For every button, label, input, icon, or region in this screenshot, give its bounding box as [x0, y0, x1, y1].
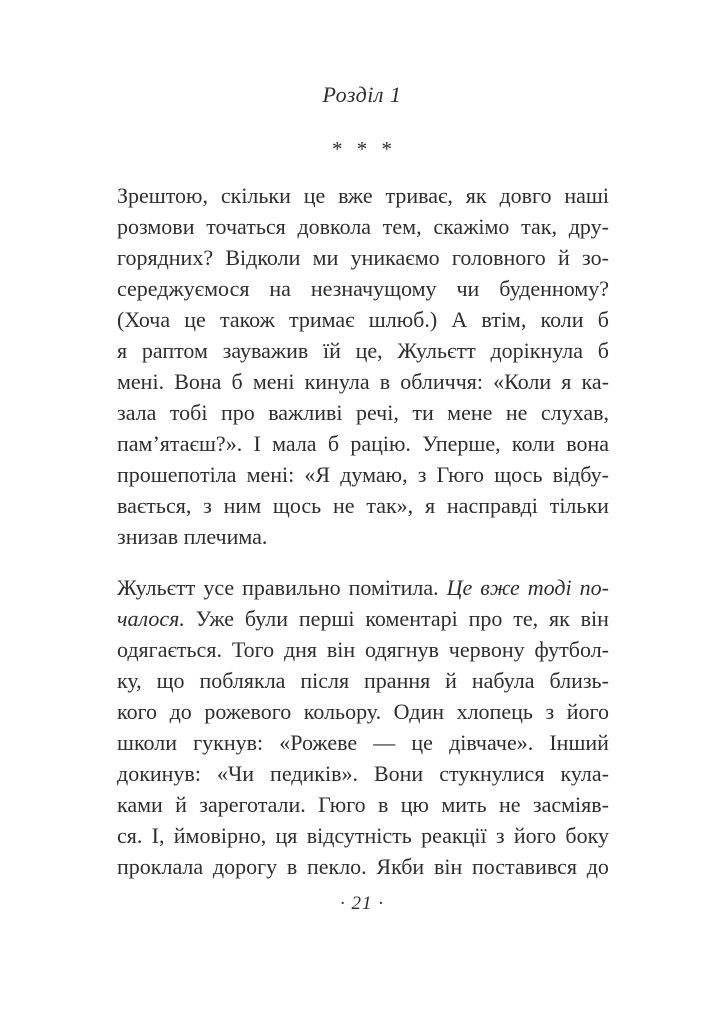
text-line: вається, з ним щось не так», я насправді тільки — [117, 493, 609, 518]
text-line: прошепотіла мені: «Я думаю, з Гюго щось відбу- — [117, 462, 609, 487]
text-line: докинув: «Чи педиків». Вони стукнулися кула- — [117, 761, 609, 786]
text-line: Зрештою, скільки це вже триває, як довго наші — [117, 183, 609, 208]
text-line: ку, що поблякла після прання й набула близь- — [117, 668, 609, 693]
text-line: горядних? Відколи ми уникаємо головного й зо- — [117, 245, 609, 270]
text-line: ками й зареготали. Гюго в цю мить не засміяв- — [117, 792, 609, 817]
text-line: (Хоча це також тримає шлюб.) А втім, коли б — [117, 307, 609, 332]
text-line: одягається. Того дня він одягнув червону футбол- — [117, 637, 609, 662]
text-line: пам’ятаєш?». І мала б рацію. Уперше, коли вона — [117, 431, 609, 456]
text-line: мені. Вона б мені кинула в обличчя: «Коли я ка- — [117, 369, 609, 394]
page-number: · 21 · — [340, 893, 384, 914]
chapter-heading: Розділ 1 — [322, 82, 402, 107]
text-line: середжуємося на незначущому чи буденному? — [117, 276, 609, 301]
text-line: знизав плечима. — [117, 524, 268, 549]
text-line: кого до рожевого кольору. Один хлопець з його — [117, 699, 609, 724]
paragraph — [117, 572, 609, 882]
text-line: я раптом зауважив їй це, Жульєтт дорікнула б — [117, 338, 609, 363]
text-line: ся. І, ймовірно, ця відсутність реакції з його боку — [117, 823, 609, 848]
text-line: школи гукнув: «Рожеве — це дівчаче». Інший — [117, 730, 609, 755]
text-block — [117, 180, 609, 882]
text-line: чалося. Уже були перші коментарі про те, як він — [117, 606, 609, 631]
text-line: проклала дорогу в пекло. Якби він поставився до — [117, 854, 609, 879]
text-line: зала тобі про важливі речі, ти мене не слухав, — [117, 400, 609, 425]
text-line: розмови точаться довкола тем, скажімо так, дру- — [117, 214, 609, 239]
text-line: Жульєтт усе правильно помітила. Це вже тоді по- — [117, 575, 609, 600]
section-separator: * * * — [332, 137, 392, 161]
paragraph — [117, 180, 609, 552]
